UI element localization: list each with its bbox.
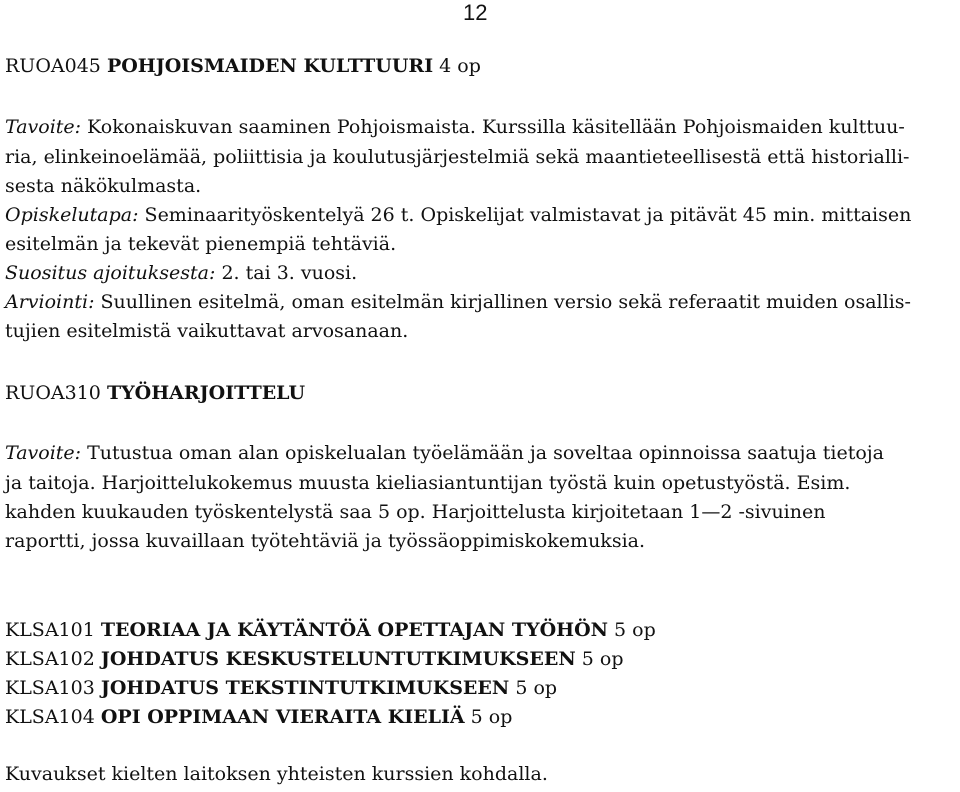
work-line-1 <box>5 444 884 463</box>
course-title: OPI OPPIMAAN VIERAITA KIELIÄ <box>100 706 465 728</box>
timing-label: Suositus ajoituksesta: <box>5 262 216 284</box>
method-label: Opiskelutapa: <box>5 204 139 226</box>
goal-text: Kokonaiskuvan saaminen Pohjoismaista. Kurssilla käsitellään Pohjoismaiden kulttuu- <box>87 116 905 138</box>
course-code: RUOA310 <box>5 382 101 404</box>
course-credits: 5 op <box>470 706 513 728</box>
eval-text: Suullinen esitelmä, oman esitelmän kirjallinen versio sekä referaatit muiden osallis- <box>100 291 911 313</box>
course-title: TEORIAA JA KÄYTÄNTÖÄ OPETTAJAN TYÖHÖN <box>100 619 608 641</box>
goal-line-2: ria, elinkeinoelämää, poliittisia ja koulutusjärjestelmiä sekä maantieteellisestä että historialli- <box>5 146 910 168</box>
course-title: JOHDATUS TEKSTINTUTKIMUKSEEN <box>100 677 510 699</box>
course-heading-ruoa310 <box>5 384 305 403</box>
timing-text: 2. tai 3. vuosi. <box>221 262 358 284</box>
goal-text: Tutustua oman alan opiskelualan työelämään ja soveltaa opinnoissa saatuja tietoja <box>87 442 885 464</box>
footer-note: Kuvaukset kielten laitoksen yhteisten kurssien kohdalla. <box>5 763 548 785</box>
course-code: KLSA101 <box>5 619 95 641</box>
course-code: KLSA104 <box>5 706 95 728</box>
course-credits: 5 op <box>515 677 558 699</box>
method-text: Seminaarityöskentelyä 26 t. Opiskelijat valmistavat ja pitävät 45 min. mittaisen <box>144 204 912 226</box>
timing-line <box>5 264 357 283</box>
eval-line-1 <box>5 293 911 312</box>
course-credits: 5 op <box>581 648 624 670</box>
course-title: POHJOISMAIDEN KULTTUURI <box>106 55 434 77</box>
klsa-course <box>5 679 557 698</box>
course-code: KLSA103 <box>5 677 95 699</box>
course-title: JOHDATUS KESKUSTELUNTUTKIMUKSEEN <box>100 648 576 670</box>
klsa-course <box>5 621 656 640</box>
goal-label: Tavoite: <box>5 116 82 138</box>
course-code: RUOA045 <box>5 55 101 77</box>
eval-line-2: tujien esitelmistä vaikuttavat arvosanaan. <box>5 320 409 342</box>
eval-label: Arviointi: <box>5 291 95 313</box>
page-number: 12 <box>463 0 488 25</box>
course-code: KLSA102 <box>5 648 95 670</box>
work-line-2: ja taitoja. Harjoittelukokemus muusta kieliasiantuntijan työstä kuin opetustyöstä. Esim. <box>5 472 851 494</box>
course-credits: 5 op <box>614 619 656 641</box>
work-line-3: kahden kuukauden työskentelystä saa 5 op. Harjoittelusta kirjoitetaan 1—2 -sivuinen <box>5 501 826 523</box>
course-heading-ruoa045 <box>5 57 481 76</box>
goal-line-1 <box>5 118 905 137</box>
klsa-course <box>5 708 512 727</box>
method-line-1 <box>5 206 911 225</box>
course-title: TYÖHARJOITTELU <box>106 382 306 404</box>
klsa-course <box>5 650 624 669</box>
goal-label: Tavoite: <box>5 442 82 464</box>
course-credits: 4 op <box>439 55 481 77</box>
goal-line-3: sesta näkökulmasta. <box>5 175 202 197</box>
method-line-2: esitelmän ja tekevät pienempiä tehtäviä. <box>5 233 397 255</box>
work-line-4: raportti, jossa kuvaillaan työtehtäviä ja työssäoppimiskokemuksia. <box>5 530 646 552</box>
